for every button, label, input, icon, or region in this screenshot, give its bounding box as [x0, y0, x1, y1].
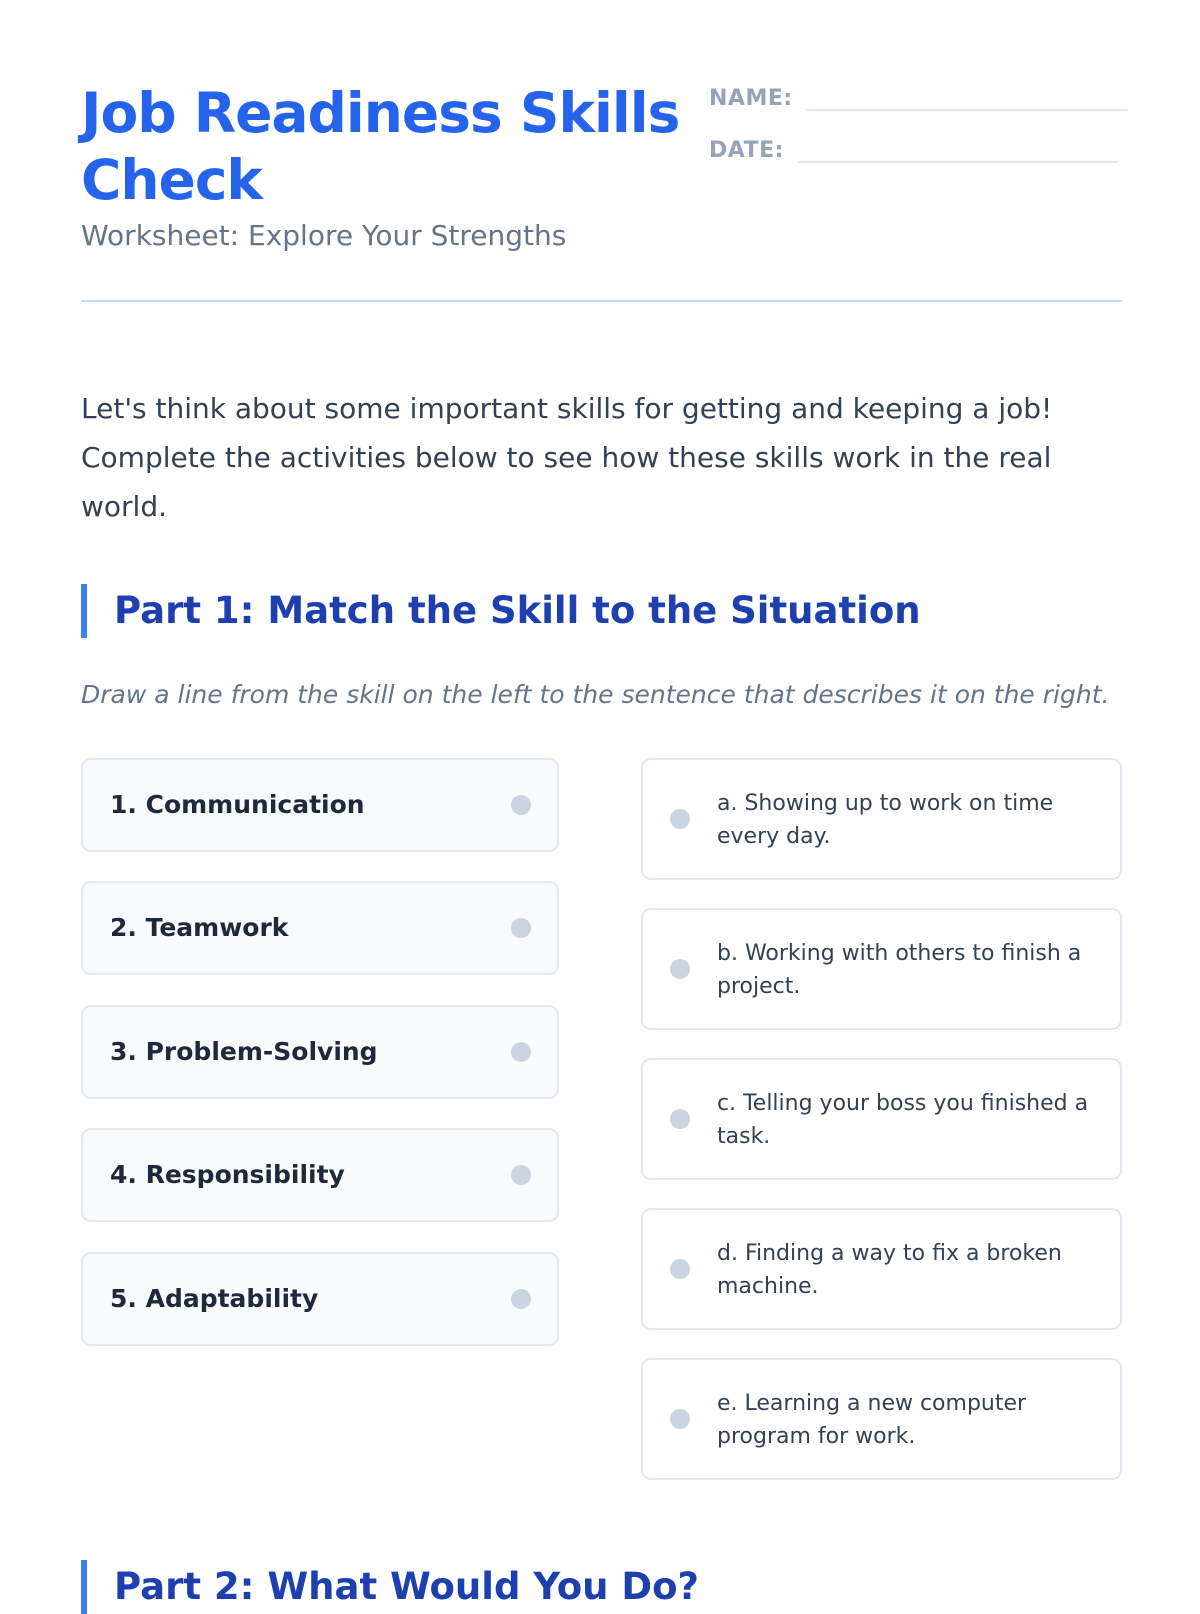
description-text: a. Showing up to work on time every day. — [717, 791, 1054, 849]
description-card-a[interactable] — [641, 758, 1122, 880]
page-subtitle: Worksheet: Explore Your Strengths — [81, 219, 567, 252]
name-label: NAME: — [709, 86, 793, 111]
name-field — [709, 86, 1128, 111]
description-text: e. Learning a new computer program for work. — [717, 1391, 1027, 1449]
date-label: DATE: — [709, 138, 784, 163]
skill-label: 5. Adaptability — [110, 1284, 319, 1313]
skill-card-problem-solving[interactable] — [81, 1005, 559, 1099]
skill-label: 1. Communication — [110, 790, 365, 819]
skill-connector-dot[interactable] — [511, 1165, 531, 1185]
date-input-line[interactable] — [798, 139, 1118, 163]
description-card-b[interactable] — [641, 908, 1122, 1030]
description-connector-dot[interactable] — [670, 959, 690, 979]
description-connector-dot[interactable] — [670, 809, 690, 829]
skill-connector-dot[interactable] — [511, 918, 531, 938]
skill-card-teamwork[interactable] — [81, 881, 559, 975]
header-divider — [81, 300, 1122, 302]
description-connector-dot[interactable] — [670, 1409, 690, 1429]
description-text: c. Telling your boss you finished a task. — [717, 1091, 1089, 1149]
skill-label: 2. Teamwork — [110, 913, 289, 942]
skill-label: 4. Responsibility — [110, 1160, 345, 1189]
skill-label: 3. Problem-Solving — [110, 1037, 378, 1066]
date-field — [709, 138, 1118, 163]
description-card-c[interactable] — [641, 1058, 1122, 1180]
name-input-line[interactable] — [807, 87, 1128, 111]
description-connector-dot[interactable] — [670, 1109, 690, 1129]
skill-card-adaptability[interactable] — [81, 1252, 559, 1346]
skill-connector-dot[interactable] — [511, 795, 531, 815]
intro-text: Let's think about some important skills for getting and keeping a job! Complete the activities below to see how these skills work in the real world. — [81, 392, 1053, 523]
description-text: d. Finding a way to fix a broken machine. — [717, 1241, 1062, 1299]
skill-card-communication[interactable] — [81, 758, 559, 852]
skill-connector-dot[interactable] — [511, 1042, 531, 1062]
description-text: b. Working with others to finish a project. — [717, 941, 1082, 999]
part1-instruction: Draw a line from the skill on the left to the sentence that describes it on the right. — [81, 680, 1110, 709]
description-card-e[interactable] — [641, 1358, 1122, 1480]
page-title: Job Readiness Skills Check — [81, 81, 680, 212]
description-connector-dot[interactable] — [670, 1259, 690, 1279]
description-card-d[interactable] — [641, 1208, 1122, 1330]
part1-heading: Part 1: Match the Skill to the Situation — [81, 584, 921, 638]
part2-heading: Part 2: What Would You Do? — [81, 1560, 699, 1614]
skill-card-responsibility[interactable] — [81, 1128, 559, 1222]
skill-connector-dot[interactable] — [511, 1289, 531, 1309]
